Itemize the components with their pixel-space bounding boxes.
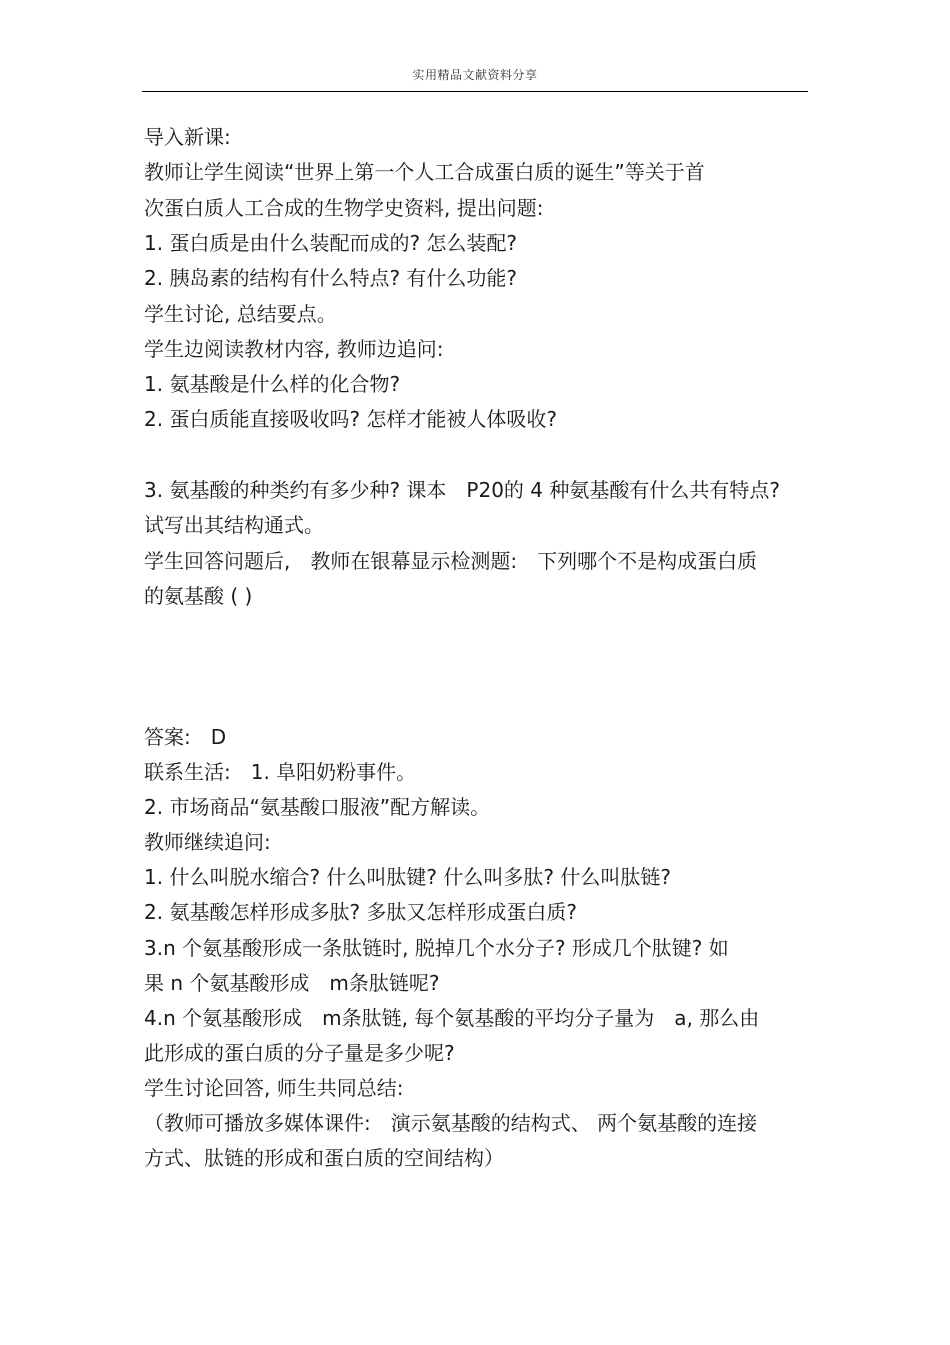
text-line: 4.n 个氨基酸形成 m条肽链, 每个氨基酸的平均分子量为 a, 那么由 bbox=[144, 1006, 760, 1030]
text-line: 答案: D bbox=[144, 725, 227, 749]
text-line: 试写出其结构通式。 bbox=[144, 513, 324, 537]
text-line: 2. 胰岛素的结构有什么特点? 有什么功能? bbox=[144, 266, 518, 290]
text-line: 2. 市场商品“氨基酸口服液”配方解读。 bbox=[144, 795, 491, 819]
header-rule bbox=[142, 91, 808, 92]
text-line: 次蛋白质人工合成的生物学史资料, 提出问题: bbox=[144, 196, 544, 220]
text-line: 此形成的蛋白质的分子量是多少呢? bbox=[144, 1041, 455, 1065]
text-line: 教师继续追问: bbox=[144, 830, 271, 854]
page-header: 实用精品文献资料分享 bbox=[412, 68, 538, 82]
text-line: 3.n 个氨基酸形成一条肽链时, 脱掉几个水分子? 形成几个肽键? 如 bbox=[144, 936, 729, 960]
text-line: 3. 氨基酸的种类约有多少种? 课本 P20的 4 种氨基酸有什么共有特点? bbox=[144, 478, 780, 502]
text-line: 学生回答问题后, 教师在银幕显示检测题: 下列哪个不是构成蛋白质 bbox=[144, 549, 758, 573]
text-line: 1. 氨基酸是什么样的化合物? bbox=[144, 372, 401, 396]
text-line: 方式、肽链的形成和蛋白质的空间结构） bbox=[144, 1146, 504, 1170]
text-line: 学生讨论回答, 师生共同总结: bbox=[144, 1076, 404, 1100]
text-line: 导入新课: bbox=[144, 125, 231, 149]
text-line: 2. 氨基酸怎样形成多肽? 多肽又怎样形成蛋白质? bbox=[144, 900, 578, 924]
text-line: 1. 什么叫脱水缩合? 什么叫肽键? 什么叫多肽? 什么叫肽链? bbox=[144, 865, 671, 889]
text-line: 果 n 个氨基酸形成 m条肽链呢? bbox=[144, 971, 440, 995]
text-line: 学生边阅读教材内容, 教师边追问: bbox=[144, 337, 444, 361]
text-line: 的氨基酸 ( ) bbox=[144, 584, 253, 608]
text-line: 教师让学生阅读“世界上第一个人工合成蛋白质的诞生”等关于首 bbox=[144, 160, 705, 184]
text-line: （教师可播放多媒体课件: 演示氨基酸的结构式、 两个氨基酸的连接 bbox=[144, 1111, 758, 1135]
text-line: 2. 蛋白质能直接吸收吗? 怎样才能被人体吸收? bbox=[144, 407, 558, 431]
text-line: 联系生活: 1. 阜阳奶粉事件。 bbox=[144, 760, 417, 784]
text-line: 学生讨论, 总结要点。 bbox=[144, 302, 337, 326]
text-line: 1. 蛋白质是由什么装配而成的? 怎么装配? bbox=[144, 231, 518, 255]
